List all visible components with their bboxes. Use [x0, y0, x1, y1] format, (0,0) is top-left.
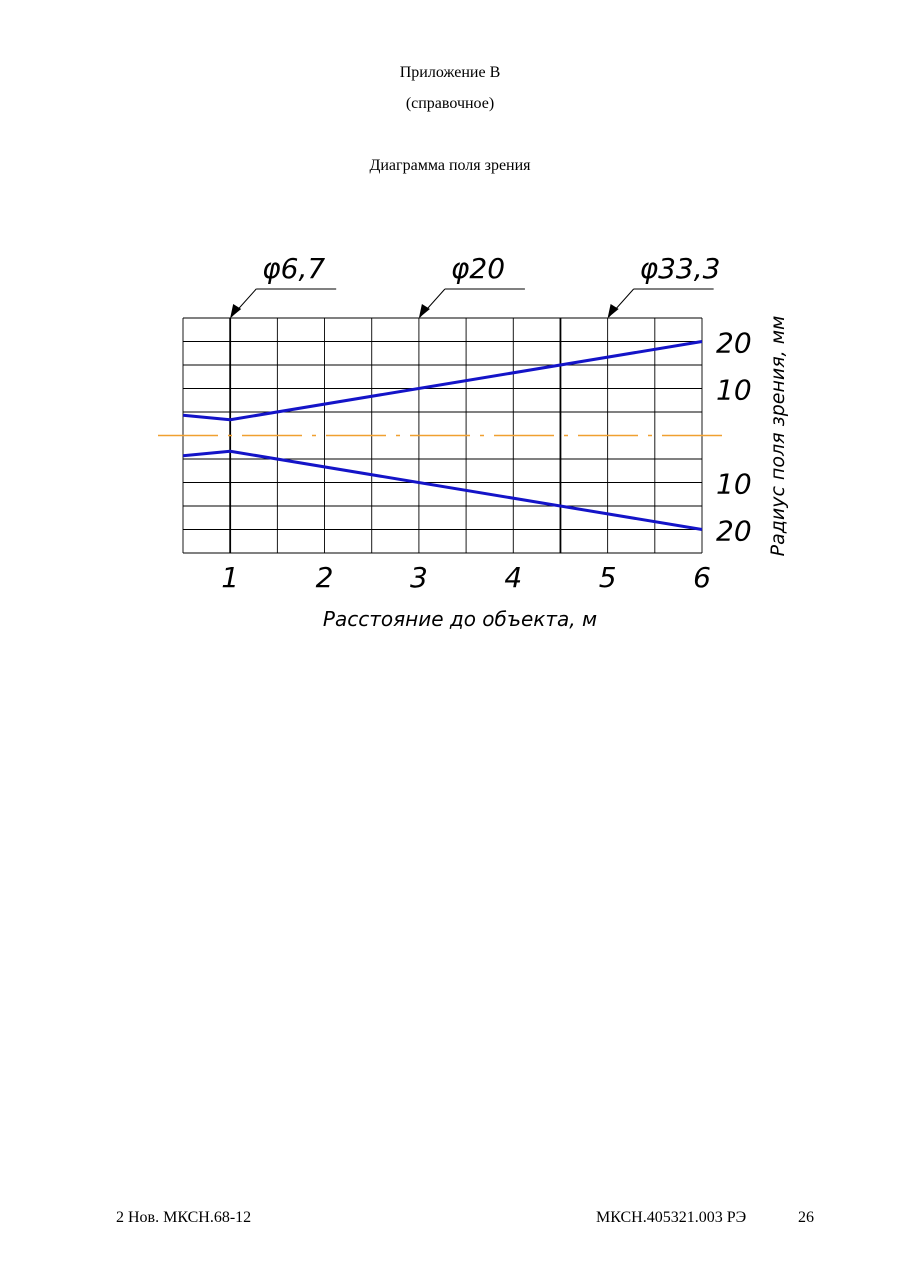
annotation-arrowhead [230, 304, 241, 318]
page-number: 26 [798, 1209, 814, 1226]
lower-boundary-line [183, 451, 702, 529]
annotation-label: φ6,7 [262, 252, 326, 285]
y-tick-label: 20 [716, 514, 752, 548]
x-tick-label: 2 [315, 561, 334, 594]
y-tick-label: 10 [716, 467, 752, 501]
annotation-arrowhead [419, 304, 430, 318]
y-tick-label: 10 [716, 373, 752, 407]
x-axis-label: Расстояние до объекта, м [322, 607, 598, 631]
upper-boundary-line [183, 342, 702, 420]
annotation-arrowhead [608, 304, 619, 318]
annotation-label: φ33,3 [639, 252, 721, 285]
annotation-label: φ20 [450, 252, 506, 285]
diagram-title: Диаграмма поля зрения [369, 157, 531, 174]
appendix-note: (справочное) [405, 95, 495, 112]
y-tick-label: 20 [716, 326, 752, 360]
footer-document-code: МКСН.405321.003 РЭ [596, 1209, 747, 1226]
x-tick-label: 3 [409, 561, 428, 594]
x-tick-label: 4 [504, 561, 523, 594]
y-axis-label: Радиус поля зрения, мм [767, 315, 789, 557]
x-tick-label: 5 [598, 561, 617, 594]
appendix-heading: Приложение В [399, 64, 501, 81]
x-tick-label: 1 [221, 561, 240, 594]
footer-revision: 2 Нов. МКСН.68-12 [116, 1209, 252, 1226]
x-tick-label: 6 [693, 561, 711, 594]
